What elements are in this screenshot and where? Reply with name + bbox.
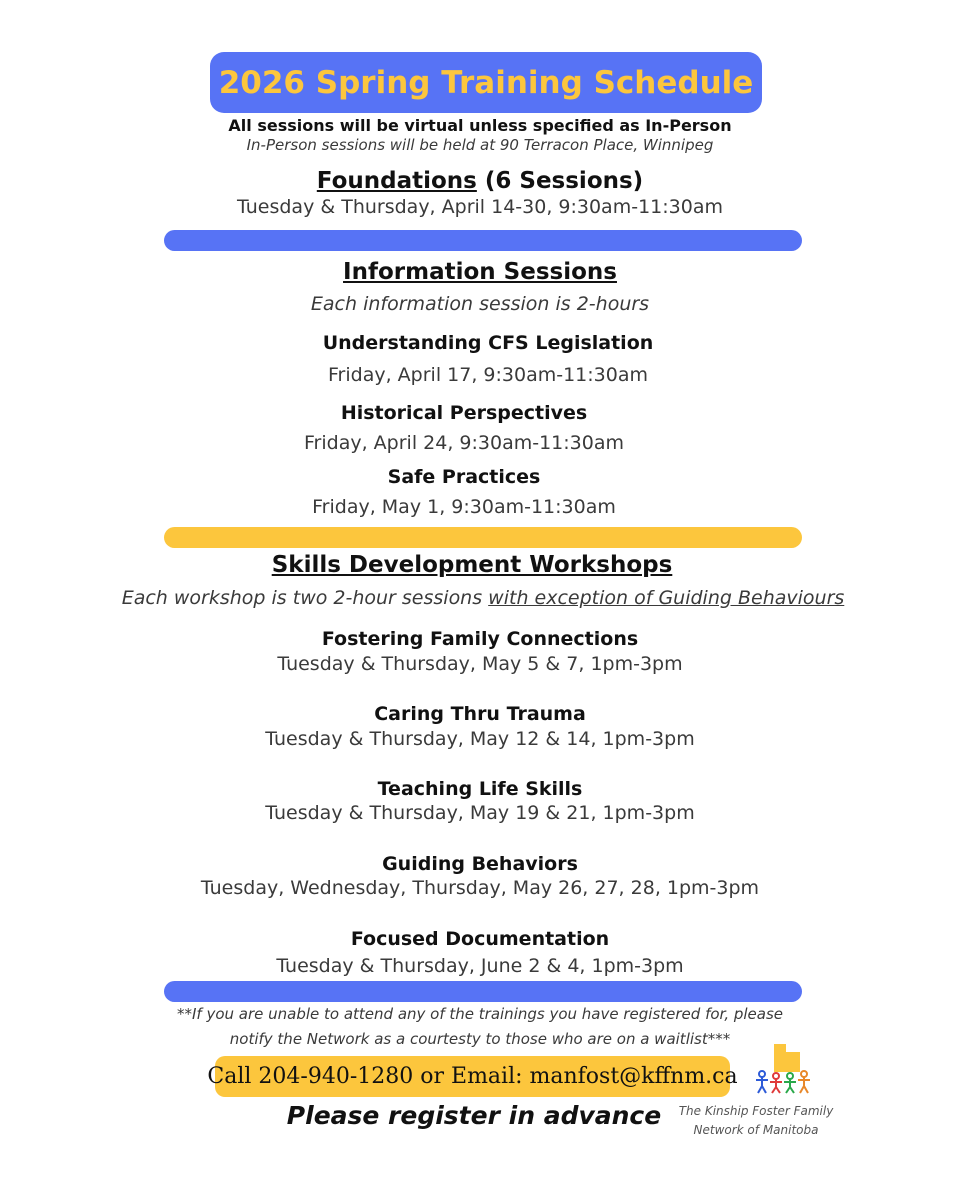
info-session-date: Friday, April 17, 9:30am-11:30am (328, 364, 648, 386)
workshop-date: Tuesday & Thursday, May 12 & 14, 1pm-3pm (265, 728, 695, 750)
register-message: Please register in advance (286, 1101, 662, 1130)
foundations-title: Foundations (316, 168, 477, 194)
workshop-name: Teaching Life Skills (377, 778, 583, 800)
attendance-notice: notify the Network as a courtesty to those who are on a waitlist*** (229, 1030, 731, 1048)
divider-bar-blue (164, 981, 802, 1002)
org-name: The Kinship Foster Family (678, 1104, 834, 1118)
in-person-note: In-Person sessions will be held at 90 Terracon Place, Winnipeg (246, 136, 714, 154)
info-session-name: Understanding CFS Legislation (322, 332, 654, 354)
attendance-notice: **If you are unable to attend any of the trainings you have registered for, please (176, 1005, 784, 1023)
workshop-name: Fostering Family Connections (321, 628, 639, 650)
page-title: 2026 Spring Training Schedule (218, 64, 754, 101)
contact-banner (207, 1056, 738, 1097)
virtual-note: All sessions will be virtual unless specified as In-Person (228, 116, 732, 135)
org-name: Network of Manitoba (693, 1123, 819, 1137)
info-sessions-title: Information Sessions (343, 259, 617, 285)
foundations-sessions: (6 Sessions) (476, 168, 644, 194)
workshop-name: Focused Documentation (350, 928, 610, 950)
workshops-subtitle (3, 587, 960, 609)
foundations-heading (0, 168, 960, 194)
contact-info: Call 204-940-1280 or Email: manfost@kffnm.ca (207, 1064, 738, 1089)
foundations-schedule: Tuesday & Thursday, April 14-30, 9:30am-11:30am (237, 196, 723, 218)
title-banner (210, 52, 762, 113)
info-session-name: Safe Practices (387, 466, 541, 488)
workshop-date: Tuesday, Wednesday, Thursday, May 26, 27, 28, 1pm-3pm (200, 877, 760, 899)
workshops-subtitle-exception: with exception of Guiding Behaviours (488, 587, 845, 609)
workshop-date: Tuesday & Thursday, May 19 & 21, 1pm-3pm (265, 802, 695, 824)
divider-bar-blue (164, 230, 802, 251)
info-session-date: Friday, April 24, 9:30am-11:30am (304, 432, 624, 454)
workshops-subtitle-text: Each workshop is two 2-hour sessions (121, 587, 489, 609)
workshop-name: Caring Thru Trauma (374, 703, 586, 725)
kffnm-logo (752, 1042, 814, 1096)
workshop-name: Guiding Behaviors (382, 853, 578, 875)
info-session-date: Friday, May 1, 9:30am-11:30am (312, 496, 616, 518)
workshops-title: Skills Development Workshops (271, 552, 673, 578)
workshop-date: Tuesday & Thursday, June 2 & 4, 1pm-3pm (276, 955, 684, 977)
info-sessions-subtitle: Each information session is 2-hours (310, 293, 650, 315)
info-session-name: Historical Perspectives (340, 402, 588, 424)
divider-bar-yellow (164, 527, 802, 548)
workshop-date: Tuesday & Thursday, May 5 & 7, 1pm-3pm (277, 653, 683, 675)
